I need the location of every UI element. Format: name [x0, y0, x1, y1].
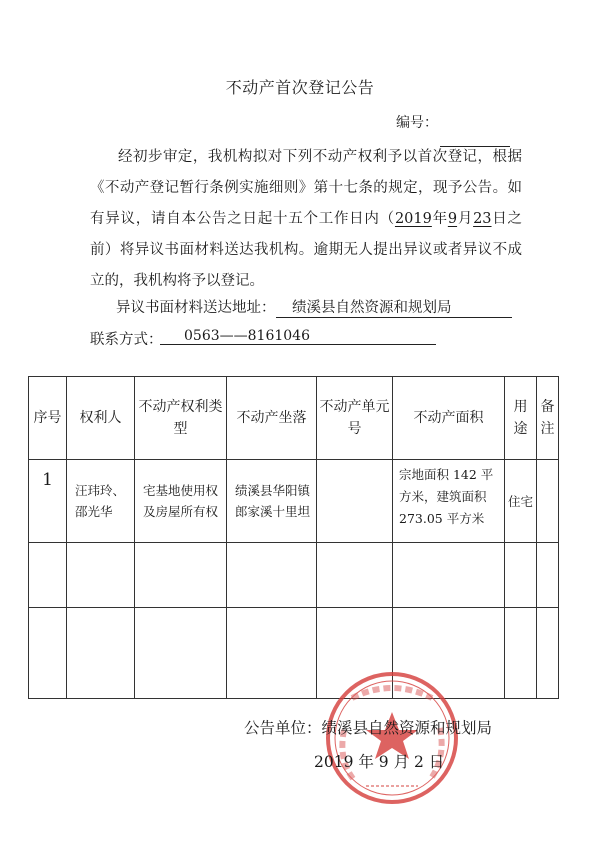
- cell-use: 住宅: [505, 460, 537, 543]
- header-location: 不动产坐落: [227, 377, 317, 460]
- notice-body: [90, 142, 522, 297]
- deadline-day: 23: [473, 211, 492, 227]
- cell-note: [537, 460, 559, 543]
- header-no: 序号: [29, 377, 67, 460]
- header-unit-number: 不动产单元号: [317, 377, 393, 460]
- cell-right-type: 宅基地使用权及房屋所有权: [135, 460, 227, 543]
- header-area: 不动产面积: [393, 377, 505, 460]
- header-use: 用途: [505, 377, 537, 460]
- issue-date: 2019 年 9 月 2 日: [314, 753, 445, 771]
- registration-table: [28, 376, 559, 699]
- cell-no: 1: [29, 460, 67, 543]
- cell-location: 绩溪县华阳镇郎家溪十里坦: [227, 460, 317, 543]
- doc-number-label: 编号：: [396, 115, 438, 131]
- address-value: 绩溪县自然资源和规划局: [276, 296, 512, 318]
- address-label: 异议书面材料送达地址：: [116, 300, 276, 316]
- body-text-c: 月: [457, 211, 474, 227]
- body-text-d: 日之前）将异议书面材料送达我机构。逾期无人提出异议或者异议不成立的，我机构将予以登记。: [90, 211, 523, 289]
- table-row-empty: [29, 543, 559, 608]
- cell-area: 宗地面积 142 平方米，建筑面积 273.05 平方米: [393, 460, 505, 543]
- deadline-month: 9: [447, 211, 458, 227]
- body-paragraph: [90, 142, 522, 297]
- table-header-row: [29, 377, 559, 460]
- deadline-year: 2019: [394, 211, 432, 227]
- contact-value: 0563——8161046: [160, 328, 436, 345]
- header-holder: 权利人: [67, 377, 135, 460]
- issuer-unit: 公告单位：绩溪县自然资源和规划局: [244, 719, 493, 737]
- body-text-b: 年: [431, 211, 448, 227]
- header-note: 备注: [537, 377, 559, 460]
- cell-unit-number: [317, 460, 393, 543]
- header-right-type: 不动产权利类型: [135, 377, 227, 460]
- official-seal: [322, 668, 462, 808]
- contact-label: 联系方式：: [90, 332, 163, 348]
- body-text-a: 经初步审定，我机构拟对下列不动产权利予以首次登记，根据《不动产登记暂行条例实施细则》第十七条的规定，现予公告。如有异议，请自本公告之日起十五个工作日内（: [90, 149, 522, 227]
- table-row-empty: [29, 608, 559, 699]
- cell-holder: 汪玮玲、邵光华: [67, 460, 135, 543]
- table-row: [29, 460, 559, 543]
- notice-title: 不动产首次登记公告: [225, 78, 375, 97]
